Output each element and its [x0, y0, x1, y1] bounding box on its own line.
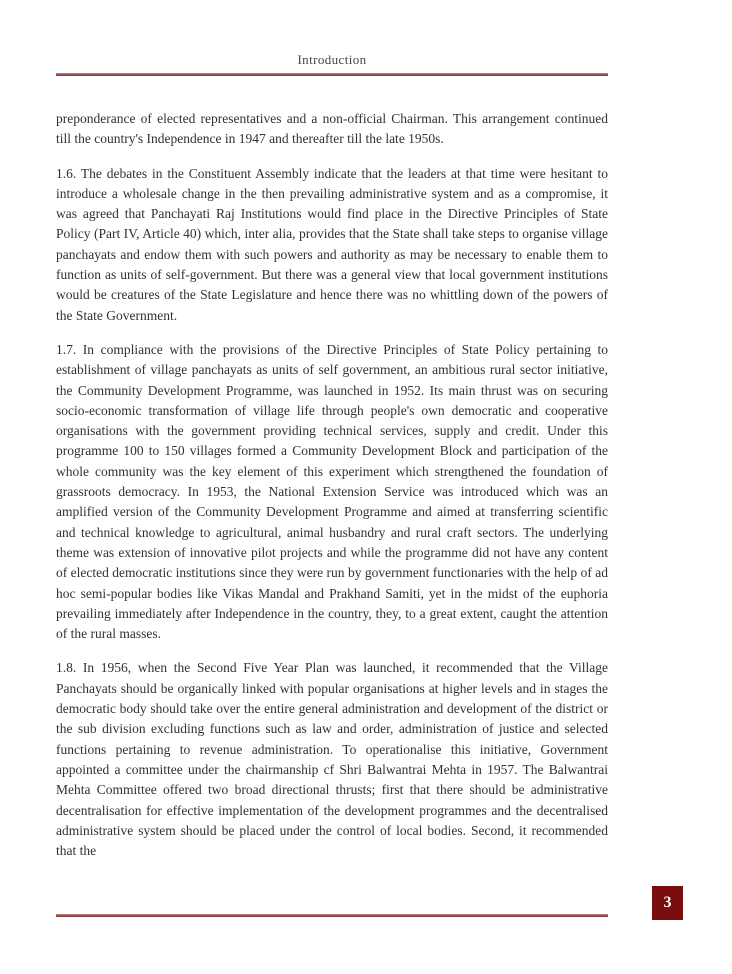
footer-rule: [56, 914, 608, 917]
page-number: 3: [663, 894, 672, 911]
paragraph-1-6: 1.6. The debates in the Constituent Assembly indicate that the leaders at that time were hesitant to introduce a wholesale change in the then prevailing administrative system and as a compromise, it was agreed that Panchayati Raj Institutions would find place in the Directive Principles of State Policy (Part IV, Article 40) which, inter alia, provides that the State shall take steps to organise village panchayats and endow them with such powers and authority as may be necessary to enable them to function as units of self-government. But there was a general view that local government institutions would be creatures of the State Legislature and hence there was no whittling down of the powers of the State Government.: [56, 165, 608, 323]
paragraph-1-7: 1.7. In compliance with the provisions of the Directive Principles of State Policy pertaining to establishment of village panchayats as units of self government, an ambitious rural sector initiative, the Community Development Programme, was launched in 1952. Its main thrust was on securing socio-economic transformation of village life through people's own democratic and cooperative organisations with the government providing technical services, supply and credit. Under this programme 100 to 150 villages formed a Community Development Block and participation of the whole community was the key element of this experiment which strengthened the foundation of grassroots democracy. In 1953, the National Extension Service was introduced which was an amplified version of the Community Development Programme and aimed at transferring scientific and technical knowledge to agricultural, animal husbandry and rural craft sectors. The underlying theme was extension of innovative pilot projects and while the programme did not have any content of elected democratic institutions since they were run by government functionaries with the help of ad hoc semi-popular bodies like Vikas Mandal and Prakhand Samiti, yet in the midst of the euphoria prevailing immediately after Independence in the country, they, to a great extent, caught the attention of the rural masses.: [56, 341, 608, 642]
page-body: [56, 109, 608, 875]
paragraph-continuation: preponderance of elected representatives and a non-official Chairman. This arrangement continued till the country's Independence in 1947 and thereafter till the late 1950s.: [56, 111, 608, 147]
page-number-badge: [652, 886, 683, 920]
header-rule: [56, 73, 608, 76]
paragraph-1-8: 1.8. In 1956, when the Second Five Year Plan was launched, it recommended that the Village Panchayats should be organically linked with popular organisations at higher levels and in stages the democratic body should take over the entire general administration and development of the district or the sub division excluding functions such as law and order, administration of justice and selected functions pertaining to revenue administration. To operationalise this initiative, Government appointed a committee under the chairmanship cf Shri Balwantrai Mehta in 1957. The Balwantrai Mehta Committee offered two broad directional thrusts; first that there should be administrative decentralisation for effective implementation of the development programmes and the decentralised administrative system should be placed under the control of local bodies. Second, it recommended that the: [56, 660, 608, 859]
running-header-title: Introduction: [297, 52, 367, 67]
